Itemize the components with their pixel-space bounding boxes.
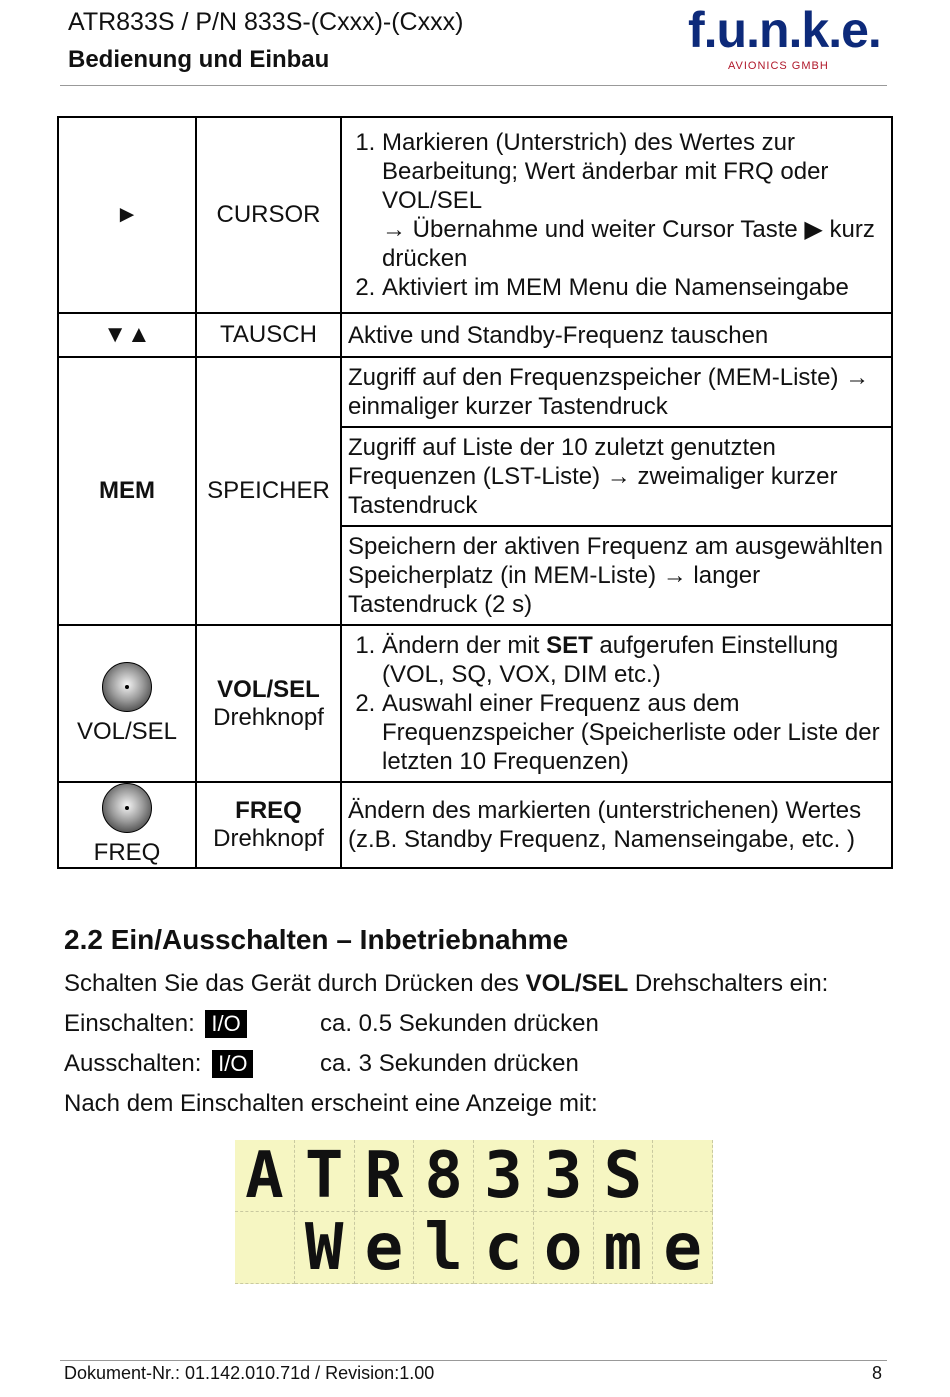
table-row-volsel xyxy=(58,625,892,782)
mem-symbol: MEM xyxy=(58,357,196,625)
io-key-badge: I/O xyxy=(205,1010,246,1038)
lcd-char: A xyxy=(235,1140,295,1212)
logo-text: f.u.n.k.e. xyxy=(688,2,881,58)
freq-name-bold: FREQ xyxy=(235,797,302,824)
mem-desc-2: Zugriff auf Liste der 10 zuletzt genutzten Frequenzen (LST-Liste) → zweimaliger kurzer Tastendruck xyxy=(342,428,891,527)
lcd-char xyxy=(653,1140,713,1212)
mem-name: SPEICHER xyxy=(196,357,341,625)
controls-table xyxy=(57,116,893,869)
lcd-char: 8 xyxy=(414,1140,474,1212)
lcd-char xyxy=(235,1212,295,1284)
header-divider xyxy=(60,85,887,86)
lcd-char: o xyxy=(534,1212,594,1284)
lcd-char: l xyxy=(414,1212,474,1284)
volsel-item2: 2. Auswahl einer Frequenz aus dem Frequenzspeicher (Speicherliste oder Liste der letzten 10 Frequenzen) xyxy=(382,689,885,776)
lcd-char: S xyxy=(594,1140,654,1212)
freq-name xyxy=(196,782,341,868)
volsel-cell xyxy=(58,625,196,782)
table-row-cursor xyxy=(58,117,892,313)
lcd-char: c xyxy=(474,1212,534,1284)
volsel-item1-pre: Ändern der mit xyxy=(382,632,547,659)
lcd-char: T xyxy=(295,1140,355,1212)
power-off-label: Ausschalten: xyxy=(64,1050,202,1077)
intro-post: Drehschalters ein: xyxy=(628,970,829,997)
document-title: ATR833S / P/N 833S-(Cxxx)-(Cxxx) xyxy=(68,8,464,36)
lcd-char: e xyxy=(355,1212,415,1284)
table-row-tausch xyxy=(58,313,892,357)
freq-description: Ändern des markierten (unterstrichenen) Wertes (z.B. Standby Frequenz, Namenseingabe, etc. ) xyxy=(341,782,892,868)
knob-icon xyxy=(102,662,152,712)
document-number: Dokument-Nr.: 01.142.010.71d / Revision:1.00 xyxy=(64,1363,435,1383)
volsel-item1-post: aufgerufen Einstellung (VOL, SQ, VOX, DIM etc.) xyxy=(382,632,839,688)
volsel-description xyxy=(341,625,892,782)
intro-bold: VOL/SEL xyxy=(525,970,629,997)
display-intro: Nach dem Einschalten erscheint eine Anzeige mit: xyxy=(64,1090,598,1117)
freq-cell xyxy=(58,782,196,868)
volsel-name-bold: VOL/SEL xyxy=(217,675,320,703)
lcd-char: W xyxy=(295,1212,355,1284)
cursor-symbol: ► xyxy=(58,117,196,313)
table-row-freq xyxy=(58,782,892,868)
tausch-name: TAUSCH xyxy=(196,313,341,357)
cursor-description xyxy=(341,117,892,313)
company-logo xyxy=(688,2,888,74)
volsel-name xyxy=(196,625,341,782)
cursor-item1-a: Markieren (Unterstrich) des Wertes zur Bearbeitung; Wert änderbar mit FRQ oder VOL/SEL xyxy=(382,129,829,214)
volsel-name-sub: Drehknopf xyxy=(213,703,324,731)
mem-desc-1: Zugriff auf den Frequenzspeicher (MEM-Liste) → einmaliger kurzer Tastendruck xyxy=(342,358,891,428)
power-off-desc: ca. 3 Sekunden drücken xyxy=(320,1050,579,1077)
knob-icon xyxy=(102,783,152,833)
logo-subtext: AVIONICS GMBH xyxy=(728,60,829,72)
mem-desc-3: Speichern der aktiven Frequenz am ausgewählten Speicherplatz (in MEM-Liste) → langer Tastendruck (2 s) xyxy=(348,533,883,618)
tausch-description: Aktive und Standby-Frequenz tauschen xyxy=(341,313,892,357)
lcd-char: e xyxy=(653,1212,713,1284)
tausch-symbol: ▼▲ xyxy=(58,313,196,357)
section-heading: 2.2 Ein/Ausschalten – Inbetriebnahme xyxy=(64,924,569,955)
mem-description xyxy=(341,357,892,625)
lcd-char: m xyxy=(594,1212,654,1284)
volsel-item1-bold: SET xyxy=(546,632,593,659)
lcd-line-1 xyxy=(235,1140,713,1212)
freq-name-sub: Drehknopf xyxy=(213,825,324,852)
power-off-line xyxy=(64,1050,253,1078)
intro-pre: Schalten Sie das Gerät durch Drücken des xyxy=(64,970,526,997)
lcd-char: 3 xyxy=(474,1140,534,1212)
lcd-line-2 xyxy=(235,1212,713,1284)
power-on-label: Einschalten: xyxy=(64,1010,195,1037)
footer-divider xyxy=(60,1360,887,1361)
lcd-display xyxy=(235,1140,713,1284)
cursor-item2: 2. Aktiviert im MEM Menu die Namenseingabe xyxy=(382,273,885,302)
document-subtitle: Bedienung und Einbau xyxy=(68,46,330,73)
io-key-badge: I/O xyxy=(212,1050,253,1078)
freq-label: FREQ xyxy=(93,839,161,866)
lcd-char: R xyxy=(355,1140,415,1212)
table-row-mem xyxy=(58,357,892,625)
intro-paragraph xyxy=(64,970,828,998)
power-on-line xyxy=(64,1010,247,1038)
volsel-label: VOL/SEL xyxy=(76,717,178,745)
lcd-char: 3 xyxy=(534,1140,594,1212)
power-on-desc: ca. 0.5 Sekunden drücken xyxy=(320,1010,599,1037)
cursor-name: CURSOR xyxy=(196,117,341,313)
page-number: 8 xyxy=(872,1363,883,1383)
cursor-item1-b: → Übernahme und weiter Cursor Taste ▶ kurz drücken xyxy=(382,216,875,272)
